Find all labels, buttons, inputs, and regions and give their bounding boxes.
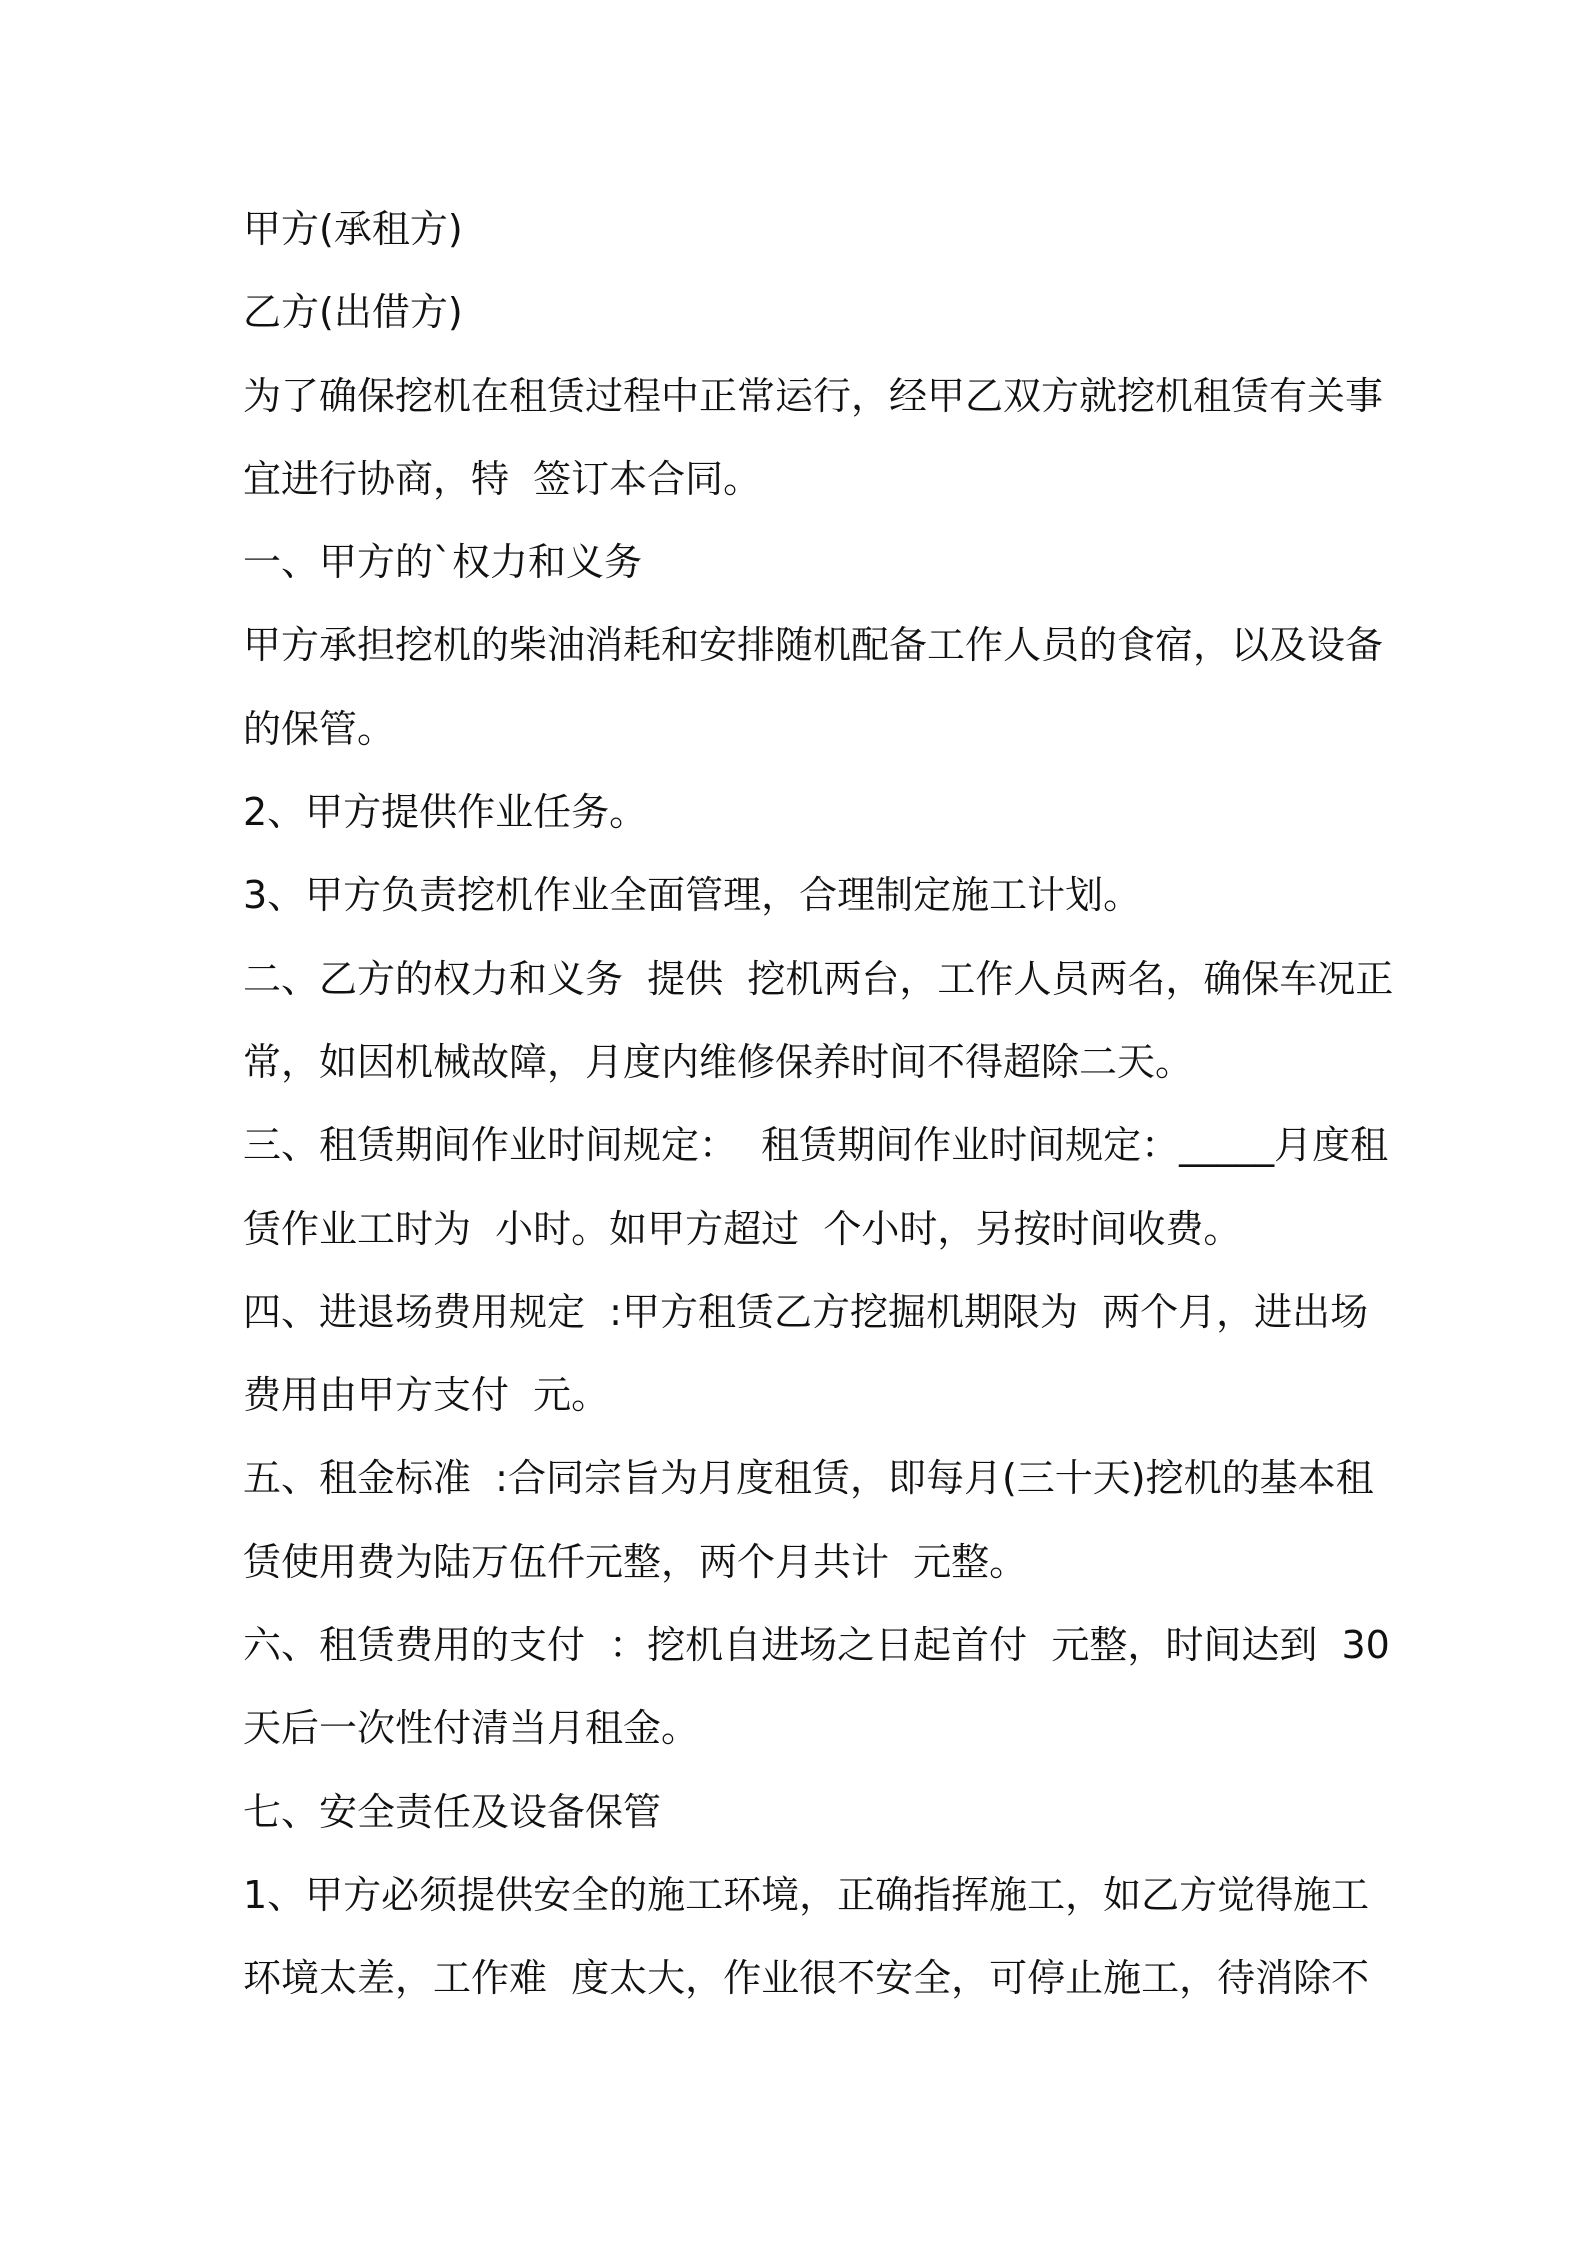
section-6-line-1: 六、租赁费用的支付 ：挖机自进场之日起首付 元整，时间达到 30 [243,1623,1390,1667]
preamble-line-1: 为了确保挖机在租赁过程中正常运行，经甲乙双方就挖机租赁有关事 [243,374,1384,418]
section-7-item-1-line-1: 1、甲方必须提供安全的施工环境，正确指挥施工，如乙方觉得施工 [243,1873,1370,1917]
section-1-text-line-1: 甲方承担挖机的柴油消耗和安排随机配备工作人员的食宿，以及设备 [243,623,1384,667]
party-a-line: 甲方(承租方) [243,207,463,251]
section-5-line-1: 五、租金标准 :合同宗旨为月度租赁，即每月(三十天)挖机的基本租 [243,1456,1374,1500]
section-4-line-2: 费用由甲方支付 元。 [243,1373,610,1417]
section-1-text-line-2: 的保管。 [243,707,396,751]
section-3-line-1: 三、租赁期间作业时间规定： 租赁期间作业时间规定：_____月度租 [243,1123,1389,1167]
section-3-line-2: 赁作业工时为 小时。如甲方超过 个小时，另按时间收费。 [243,1207,1242,1251]
section-2-line-1: 二、乙方的权力和义务 提供 挖机两台，工作人员两名，确保车况正 [243,957,1394,1001]
section-6-line-2: 天后一次性付清当月租金。 [243,1706,700,1750]
section-5-line-2: 赁使用费为陆万伍仟元整，两个月共计 元整。 [243,1540,1028,1584]
section-1-item-3: 3、甲方负责挖机作业全面管理，合理制定施工计划。 [243,873,1142,917]
section-1-heading: 一、甲方的`权力和义务 [243,540,643,584]
party-b-line: 乙方(出借方) [243,290,463,334]
section-7-heading: 七、安全责任及设备保管 [243,1790,662,1834]
section-1-item-2: 2、甲方提供作业任务。 [243,790,648,834]
section-7-item-1-line-2: 环境太差，工作难 度太大，作业很不安全，可停止施工，待消除不 [243,1956,1370,2000]
section-4-line-1: 四、进退场费用规定 :甲方租赁乙方挖掘机期限为 两个月，进出场 [243,1290,1369,1334]
preamble-line-2: 宜进行协商，特 签订本合同。 [243,457,762,501]
section-2-line-2: 常，如因机械故障，月度内维修保养时间不得超除二天。 [243,1040,1194,1084]
